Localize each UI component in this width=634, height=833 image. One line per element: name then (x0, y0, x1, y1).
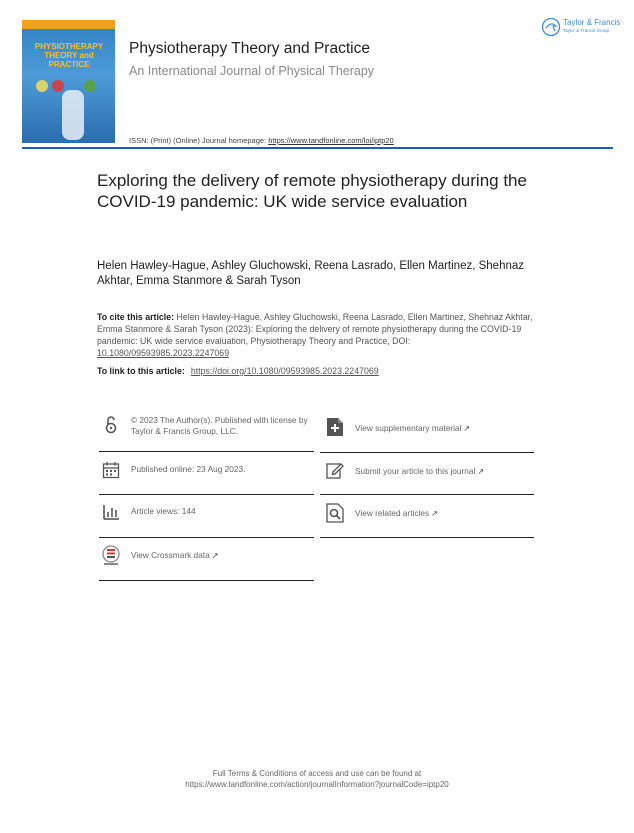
crossmark-icon (101, 545, 121, 565)
journal-homepage-link[interactable]: https://www.tandfonline.com/loi/iptp20 (268, 136, 394, 145)
article-doi-link[interactable]: https://doi.org/10.1080/09593985.2023.2247069 (190, 366, 379, 376)
cover-dot (52, 80, 64, 92)
footer-terms-link[interactable]: https://www.tandfonline.com/action/journalInformation?journalCode=iptp20 (185, 780, 449, 789)
published-text: Published online: 23 Aug 2023. (131, 464, 246, 474)
submit-label: Submit your article to this journal (355, 466, 476, 476)
publisher-logo-text: Taylor & Francis (563, 18, 621, 27)
bar-chart-icon (101, 502, 121, 522)
crossmark-label: View Crossmark data (131, 550, 210, 560)
cite-label: To cite this article: (97, 312, 175, 322)
journal-subtitle: An International Journal of Physical Therapy (129, 64, 375, 78)
external-link-icon: ↗ (477, 467, 485, 476)
calendar-icon (101, 460, 121, 480)
supplementary-text[interactable] (355, 423, 470, 434)
divider (99, 451, 314, 452)
divider (320, 452, 534, 453)
citation-block (97, 311, 537, 359)
published-date (101, 460, 311, 480)
open-access-icon (101, 415, 121, 435)
related-label: View related articles (355, 508, 430, 518)
open-access-notice (101, 415, 311, 437)
publisher-logo[interactable] (541, 17, 621, 37)
header-divider (22, 147, 613, 149)
external-link-icon: ↗ (463, 424, 471, 433)
publisher-logo-subtext: Taylor & Francis Group (563, 28, 610, 33)
journal-title[interactable]: Physiotherapy Theory and Practice (129, 40, 370, 57)
crossmark-link[interactable] (101, 545, 311, 565)
submit-article-link[interactable] (325, 460, 535, 480)
divider (320, 537, 534, 538)
article-views (101, 502, 311, 522)
search-document-icon (325, 503, 345, 523)
link-label: To link to this article: (97, 366, 185, 376)
supplementary-label: View supplementary material (355, 423, 462, 433)
plus-document-icon (325, 417, 345, 437)
external-link-icon: ↗ (211, 551, 219, 560)
article-link-line (97, 366, 379, 376)
article-authors: Helen Hawley-Hague, Ashley Gluchowski, Reena Lasrado, Ellen Martinez, Shehnaz Akhtar, Emma Stanmore & Sarah Tyson (97, 260, 525, 287)
journal-cover-image (22, 20, 115, 143)
issn-label: ISSN: (Print) (Online) Journal homepage: (129, 136, 269, 145)
cover-figure (62, 90, 84, 140)
cover-top-band (22, 20, 115, 29)
cite-doi-link[interactable]: 10.1080/09593985.2023.2247069 (97, 348, 230, 358)
submit-text[interactable] (355, 466, 484, 477)
divider (99, 494, 314, 495)
issn-line (129, 136, 394, 145)
supplementary-material-link[interactable] (325, 417, 535, 437)
external-link-icon: ↗ (431, 509, 438, 518)
cover-dot (84, 80, 96, 92)
footer (0, 768, 634, 790)
footer-terms-text: Full Terms & Conditions of access and use can be found at (212, 769, 422, 778)
divider (320, 494, 534, 495)
cite-text: Helen Hawley-Hague, Ashley Gluchowski, Reena Lasrado, Ellen Martinez, Shehnaz Akhtar, Emma Stanmore & Sarah Tyson (2023): Exploring the delivery of remote physiotherapy during the COVID-19 pandemic: UK wide service evaluation, Physiotherapy Theory and Practice, DOI: (97, 312, 533, 346)
divider (99, 537, 314, 538)
related-text[interactable] (355, 508, 438, 519)
article-title: Exploring the delivery of remote physiotherapy during the COVID-19 pandemic: UK wide service evaluation (97, 171, 527, 211)
article-views-text: Article views: 144 (131, 506, 196, 516)
publisher-logo-icon (541, 17, 561, 37)
related-articles-link[interactable] (325, 503, 535, 523)
edit-icon (325, 460, 345, 480)
cover-dot (36, 80, 48, 92)
cover-title: PHYSIOTHERAPY THEORY and PRACTICE (34, 42, 104, 69)
crossmark-text[interactable] (131, 550, 218, 561)
open-access-text: © 2023 The Author(s). Published with license by Taylor & Francis Group, LLC. (131, 415, 308, 436)
divider (99, 580, 314, 581)
